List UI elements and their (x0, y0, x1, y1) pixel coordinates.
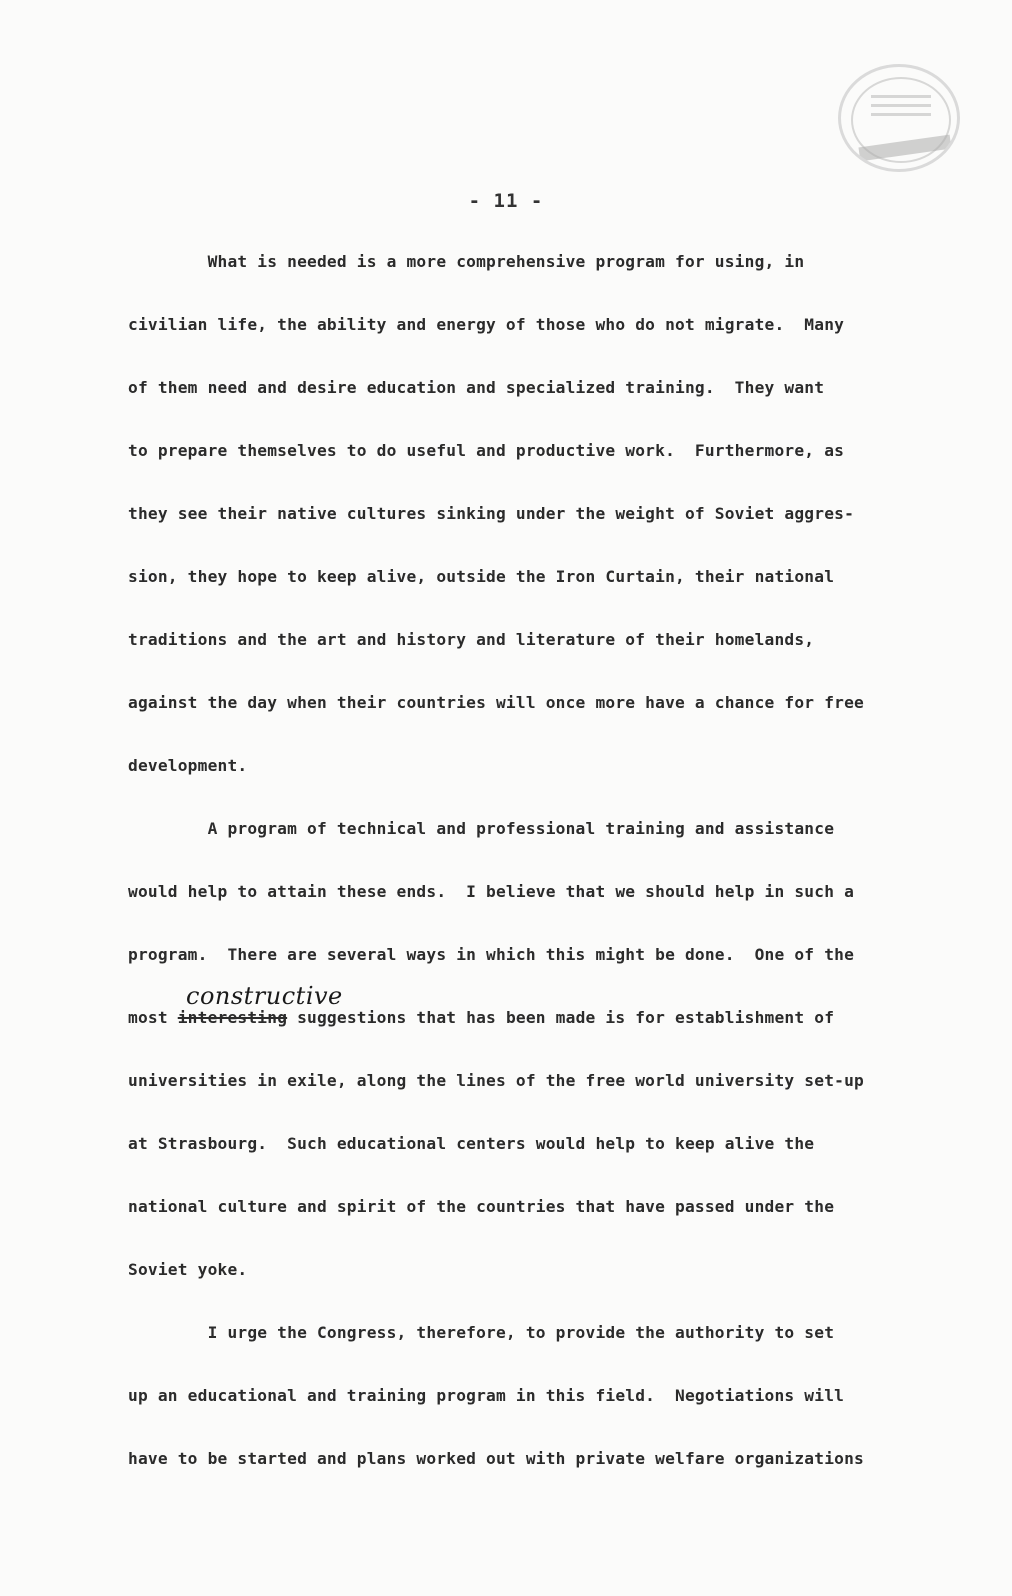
text-line-1: What is needed is a more comprehensive program for using, in (128, 252, 805, 271)
text-line-19: up an educational and training program in this field. Negotiations will (128, 1386, 845, 1405)
text-line-11: would help to attain these ends. I believe that we should help in such a (128, 882, 855, 901)
text-line-17: Soviet yoke. (128, 1260, 248, 1279)
text-line-9: development. (128, 756, 248, 775)
text-line-10: A program of technical and professional training and assistance (128, 819, 835, 838)
text-line-3: of them need and desire education and specialized training. They want (128, 378, 825, 397)
text-line-7: traditions and the art and history and literature of their homelands, (128, 630, 815, 649)
text-line-5: they see their native cultures sinking under the weight of Soviet aggres- (128, 504, 855, 523)
archive-stamp (838, 64, 960, 172)
struck-word: interesting (177, 1008, 288, 1027)
text-line-8: against the day when their countries will once more have a chance for free (128, 693, 864, 712)
stamp-text-lines (871, 89, 931, 122)
text-line-12: program. There are several ways in which this might be done. One of the (128, 945, 855, 964)
text-line-14: universities in exile, along the lines of the free world university set-up (128, 1071, 864, 1090)
text-line-16: national culture and spirit of the countries that have passed under the (128, 1197, 835, 1216)
text-line-6: sion, they hope to keep alive, outside the Iron Curtain, their national (128, 567, 835, 586)
text-line-2: civilian life, the ability and energy of those who do not migrate. Many (128, 315, 845, 334)
text-line-13: most interesting suggestions that has been made is for establishment of (128, 1008, 835, 1027)
handwritten-insertion: constructive (186, 982, 343, 1010)
text-line-20: have to be started and plans worked out with private welfare organizations (128, 1449, 864, 1468)
text-line-4: to prepare themselves to do useful and productive work. Furthermore, as (128, 441, 845, 460)
page-number: - 11 - (468, 190, 544, 212)
text-line-18: I urge the Congress, therefore, to provide the authority to set (128, 1323, 835, 1342)
text-line-15: at Strasbourg. Such educational centers would help to keep alive the (128, 1134, 815, 1153)
